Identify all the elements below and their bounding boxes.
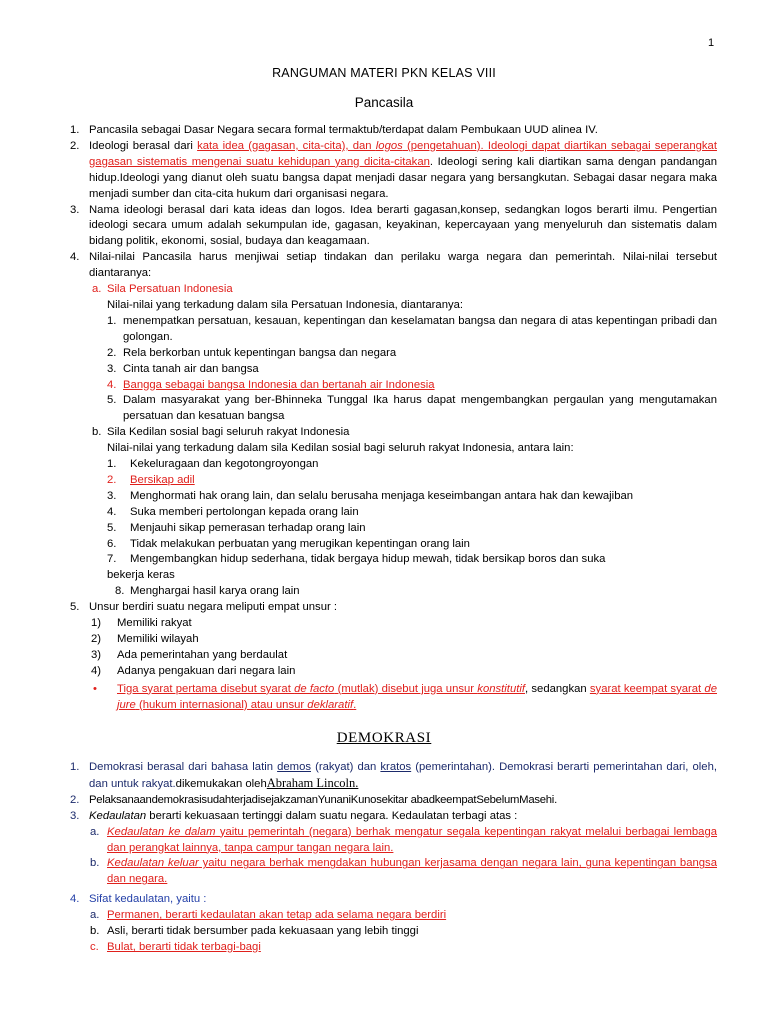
list-item: [62, 600, 717, 616]
nested-item: [62, 521, 717, 537]
list-item-text: Nilai-nilai Pancasila harus menjiwai setiap tindakan dan perilaku warga negara dan pemerintah. Nilai-nilai tersebut diantaranya:: [89, 251, 717, 280]
nested-number: 3): [91, 648, 102, 661]
nested-number: 3.: [107, 362, 117, 375]
text-run: Ideologi berasal dari: [89, 139, 198, 152]
sub-item-text: Bulat, berarti tidak terbagi-bagi: [107, 940, 261, 953]
highlighted-text: de facto: [294, 682, 335, 695]
nested-number: 2): [91, 633, 102, 645]
nested-item-text: Adanya pengakuan dari negara lain: [117, 664, 296, 677]
sub-mark: a.: [92, 283, 102, 296]
sub-intro: Nilai-nilai yang terkadung dalam sila Persatuan Indonesia, diantaranya:: [107, 298, 464, 311]
highlighted-text: (hukum internasional) atau unsur: [135, 698, 308, 711]
nested-number: 1.: [107, 314, 117, 327]
highlighted-text: syarat keempat syarat: [589, 682, 705, 695]
nested-item-text: Menghormati hak orang lain, dan selalu berusaha menjaga keseimbangan antara hak dan kewajiban: [130, 489, 634, 502]
term: Kedaulatan keluar: [107, 857, 199, 870]
list-item-text: Pancasila sebagai Dasar Negara secara formal termaktub/terdapat dalam Pembukaan UUD alinea IV.: [89, 124, 598, 136]
nested-item: [62, 346, 717, 362]
term-demos: demos: [277, 761, 312, 773]
nested-number: 1.: [107, 458, 117, 471]
list-number: 3.: [70, 203, 80, 216]
nested-number: 2.: [107, 346, 117, 359]
nested-number: 2.: [107, 473, 117, 486]
nested-number: 5.: [107, 521, 117, 534]
sub-heading-keadilan: [62, 425, 717, 441]
sub-mark: a.: [90, 909, 100, 922]
nested-number: 4): [91, 664, 102, 677]
text-run: berarti kekuasaan tertinggi dalam suatu negara. Kedaulatan terbagi atas :: [146, 809, 518, 822]
nested-item-text: Menghargai hasil karya orang lain: [130, 585, 300, 598]
sub-item: [62, 856, 717, 888]
nested-item: [62, 457, 717, 473]
nested-number: 4.: [107, 505, 117, 518]
bullet-icon: •: [93, 682, 97, 695]
nested-number: 7.: [107, 553, 117, 566]
highlighted-text: logos: [375, 139, 403, 152]
nested-item-text: Bersikap adil: [130, 473, 195, 486]
list-number: 1.: [70, 761, 80, 773]
list-item: [62, 892, 717, 908]
nested-number: 3.: [107, 489, 117, 502]
bullet-text: [117, 682, 717, 714]
nested-item: [62, 378, 717, 394]
nested-number: 4.: [107, 378, 117, 391]
nested-item-text: Kekeluragaan dan kegotongroyongan: [130, 458, 319, 471]
text-run: , sedangkan: [525, 682, 590, 695]
nested-item-text: Tidak melakukan perbuatan yang merugikan kepentingan orang lain: [130, 537, 470, 550]
list-item-text: Nama ideologi berasal dari kata ideas dan logos. Idea berarti gagasan,konsep, sedangkan logos berarti ilmu. Pengertian ideologi secara umum adalah sekumpulan ide, gagasan, keyakinan, kepercayaan yang menyeluruh dan sistematis dalam bidang politik, ekonomi, sosial, budaya dan keagamaan.: [89, 203, 717, 248]
list-item: [62, 123, 717, 139]
nested-item: [62, 473, 717, 489]
list-item-text: [89, 809, 717, 825]
term-kratos: kratos: [380, 761, 412, 773]
list-item-text: Sifat kedaulatan, yaitu :: [89, 893, 207, 906]
list-number: 2.: [70, 793, 80, 806]
nested-number: 1): [91, 617, 102, 630]
highlighted-text: (pengetahuan). Ideologi dapat diartikan sebagai seperangkat gagasan sistematis mengenai suatu kehidupan yang dicita-citakan: [89, 139, 717, 168]
highlighted-text: .: [353, 698, 357, 711]
list-item-text: [89, 760, 717, 793]
text-run: . Ideologi sering kali diartikan sama dengan pandangan hidup.Ideologi yang dianut oleh suatu bangsa dapat menjadi dasar negara yang bersangkutan. Sebagai dasar negara maka menjadi sumber dan cita-cita hukum dari organisasi negara.: [89, 155, 718, 200]
nested-item-text: Rela berkorban untuk kepentingan bangsa dan negara: [123, 346, 397, 359]
list-item: [62, 793, 717, 809]
nested-item-text: Bangga sebagai bangsa Indonesia dan bertanah air Indonesia: [123, 378, 435, 391]
text-run: yaitu negara berhak mengdakan hubungan kerjasama dengan negara lain, guna kepentingan bangsa dan negara.: [107, 857, 717, 886]
text-run: yaitu pemerintah (negara) berhak mengatur segala kepentingan rakyat melalui berbagai lembaga dan perangkat lainnya, tanpa campur tangan negara lain.: [107, 825, 718, 854]
sub-intro: Nilai-nilai yang terkadung dalam sila Kedilan sosial bagi seluruh rakyat Indonesia, antara lain:: [107, 442, 574, 455]
nested-item-text: Memiliki wilayah: [117, 633, 199, 645]
nested-item-text: Ada pemerintahan yang berdaulat: [117, 648, 288, 661]
sub-item-text: Asli, berarti tidak bersumber pada kekuasaan yang lebih tinggi: [107, 925, 419, 938]
nested-number: 8.: [115, 585, 125, 598]
nested-number: 5.: [107, 394, 117, 407]
document-title: RANGUMAN MATERI PKN KELAS VIII: [272, 66, 496, 80]
page-number: 1: [708, 37, 715, 49]
text-run: (pemerintahan). Demokrasi berarti pemerintahan dari, oleh, dan untuk rakyat.: [89, 761, 717, 790]
sub-item: [62, 940, 717, 956]
list-item: [62, 809, 717, 825]
sub-item: [62, 825, 717, 857]
nested-item: [62, 362, 717, 378]
nested-item: [62, 552, 717, 568]
list-item-text: Unsur berdiri suatu negara meliputi empat unsur :: [89, 601, 338, 614]
text-run: (rakyat) dan: [311, 761, 381, 773]
sub-item: [62, 908, 717, 924]
highlighted-text: de jure: [117, 682, 717, 711]
section-title-demokrasi: DEMOKRASI: [336, 730, 432, 746]
sub-item: [62, 924, 717, 940]
sub-item-text: Permanen, berarti kedaulatan akan tetap ada selama negara berdiri: [107, 909, 447, 922]
list-item: [62, 760, 717, 793]
sub-mark: b.: [90, 857, 100, 870]
highlighted-text: kata idea (gagasan, cita-cita), dan: [197, 139, 376, 152]
pancasila-list: [62, 123, 717, 714]
nested-item: [62, 632, 717, 648]
list-number: 4.: [70, 251, 80, 264]
nested-item-text: Suka memberi pertolongan kepada orang lain: [130, 505, 359, 518]
nested-item-text: Dalam masyarakat yang ber-Bhinneka Tunggal Ika harus dapat mengembangkan pergaulan yang mengutamakan persatuan dan kesatuan bangsa: [123, 394, 717, 423]
term: Kedaulatan ke dalam: [107, 825, 216, 838]
text-run: Demokrasi berasal dari bahasa latin: [89, 761, 278, 773]
sub-heading-text: Sila Kedilan sosial bagi seluruh rakyat Indonesia: [107, 426, 350, 439]
list-item: [62, 203, 717, 251]
list-number: 4.: [70, 893, 80, 906]
nested-item: [62, 489, 717, 505]
author-name: Abraham Lincoln.: [266, 775, 359, 790]
list-item: [62, 250, 717, 282]
nested-item: [62, 537, 717, 553]
term-kedaulatan: Kedaulatan: [89, 809, 147, 822]
list-item-text: [89, 139, 717, 203]
nested-item-text: Menjauhi sikap pemerasan terhadap orang lain: [130, 521, 366, 534]
nested-item: [62, 505, 717, 521]
sub-heading-text: Sila Persatuan Indonesia: [107, 283, 233, 296]
nested-item-text: Memiliki rakyat: [117, 617, 192, 630]
sub-heading-persatuan: [62, 282, 717, 298]
list-number: 1.: [70, 124, 80, 136]
highlighted-text: konstitutif: [477, 682, 526, 695]
nested-item: [62, 314, 717, 346]
text-run: dikemukakan oleh: [175, 777, 267, 790]
sub-item-text: [107, 825, 717, 857]
nested-item: [62, 648, 717, 664]
nested-item-continuation: bekerja keras: [107, 569, 175, 582]
highlighted-text: deklaratif: [307, 698, 354, 711]
nested-item-text: Cinta tanah air dan bangsa: [123, 362, 259, 375]
highlighted-text: (mutlak) disebut juga unsur: [334, 682, 478, 695]
section-title-pancasila: Pancasila: [354, 95, 414, 110]
demokrasi-list: [62, 760, 717, 956]
nested-item: [62, 616, 717, 632]
sub-mark: b.: [92, 426, 102, 439]
nested-item: [62, 664, 717, 680]
bullet-item: [62, 682, 717, 714]
nested-item-text: Mengembangkan hidup sederhana, tidak bergaya hidup mewah, tidak bersikap boros dan suka: [130, 553, 606, 566]
list-number: 3.: [70, 809, 80, 822]
list-number: 5.: [70, 601, 80, 614]
list-number: 2.: [70, 139, 80, 152]
sub-item-text: [107, 856, 717, 888]
list-item-text: PelaksanaandemokrasisudahterjadisejakzamanYunaniKunosekitar abadkeempatSebelumMasehi.: [89, 793, 557, 806]
nested-item-text: menempatkan persatuan, kesauan, kepentingan dan keselamatan bangsa dan negara di atas kepentingan pribadi dan golongan.: [123, 314, 717, 343]
nested-item: [62, 584, 717, 600]
highlighted-text: Tiga syarat pertama disebut syarat: [117, 682, 295, 695]
sub-mark: a.: [90, 825, 100, 838]
list-item: [62, 139, 717, 203]
sub-mark: c.: [90, 940, 99, 953]
sub-mark: b.: [90, 925, 100, 938]
nested-number: 6.: [107, 537, 117, 550]
nested-item: [62, 393, 717, 425]
